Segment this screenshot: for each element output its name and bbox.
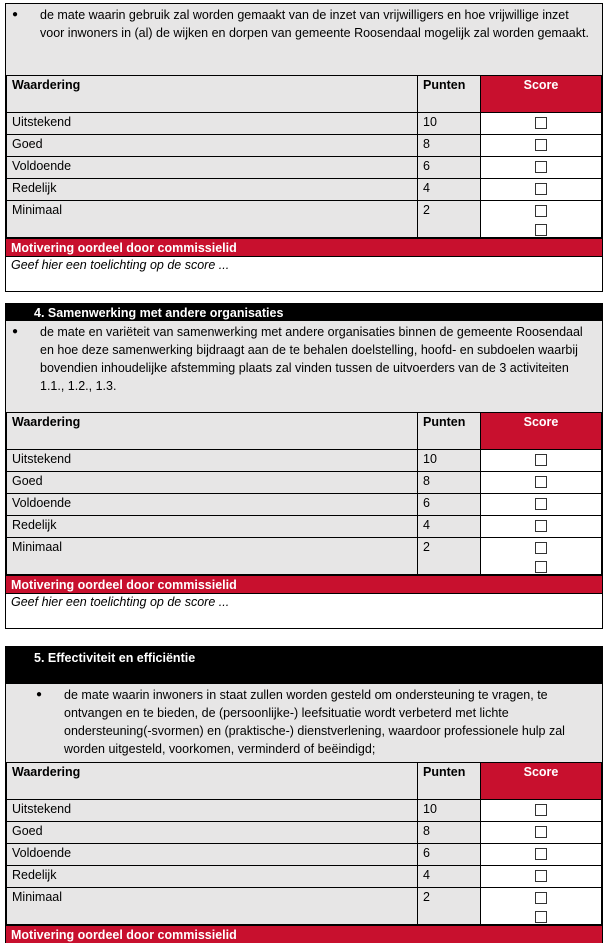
section-title: 4. Samenwerking met andere organisaties	[6, 304, 602, 321]
motivation-label: Motivering oordeel door commissielid	[6, 925, 602, 943]
rating-points: 8	[418, 135, 481, 157]
table-row	[7, 844, 602, 866]
rating-points: 2	[418, 201, 481, 238]
rating-table	[6, 762, 602, 925]
rating-points: 2	[418, 888, 481, 925]
header-rating: Waardering	[7, 763, 418, 800]
criterion-text: de mate waarin inwoners in staat zullen worden gesteld om ondersteuning te vragen, te ontvangen en te bieden, de (persoonlijke-) leefsituatie wordt verbeterd met lichte ondersteuning(-svormen) en (praktische-) dienstverlening, waardoor professionele hulp zal worden uitgesteld, voorkomen, verminderd of beëindigd;	[64, 688, 565, 756]
rating-label: Redelijk	[7, 866, 418, 888]
score-checkbox[interactable]	[535, 804, 547, 816]
table-row	[7, 157, 602, 179]
rating-points: 6	[418, 844, 481, 866]
rating-label: Redelijk	[7, 516, 418, 538]
header-score: Score	[481, 763, 602, 800]
table-row	[7, 201, 602, 238]
header-score: Score	[481, 76, 602, 113]
rating-points: 6	[418, 157, 481, 179]
table-row	[7, 866, 602, 888]
table-header-row	[7, 763, 602, 800]
rating-label: Goed	[7, 472, 418, 494]
bullet-icon: ●	[12, 326, 19, 337]
score-checkbox[interactable]	[535, 161, 547, 173]
header-rating: Waardering	[7, 413, 418, 450]
score-checkbox-extra[interactable]	[535, 561, 547, 573]
rating-table	[6, 75, 602, 238]
score-checkbox[interactable]	[535, 139, 547, 151]
motivation-input[interactable]: Geef hier een toelichting op de score ...	[6, 593, 602, 628]
rating-points: 10	[418, 113, 481, 135]
score-checkbox[interactable]	[535, 892, 547, 904]
score-checkbox[interactable]	[535, 476, 547, 488]
motivation-label: Motivering oordeel door commissielid	[6, 575, 602, 593]
table-row	[7, 888, 602, 925]
section-effectiveness	[5, 646, 603, 943]
rating-label: Minimaal	[7, 538, 418, 575]
score-checkbox[interactable]	[535, 183, 547, 195]
table-row	[7, 179, 602, 201]
rating-label: Uitstekend	[7, 800, 418, 822]
score-checkbox[interactable]	[535, 498, 547, 510]
bullet-icon: ●	[36, 689, 43, 700]
rating-points: 4	[418, 516, 481, 538]
header-points: Punten	[418, 763, 481, 800]
rating-label: Goed	[7, 135, 418, 157]
rating-table	[6, 412, 602, 575]
section-title: 5. Effectiviteit en efficiëntie	[6, 647, 602, 684]
score-checkbox[interactable]	[535, 205, 547, 217]
score-checkbox[interactable]	[535, 520, 547, 532]
rating-label: Voldoende	[7, 844, 418, 866]
header-rating: Waardering	[7, 76, 418, 113]
score-checkbox-extra[interactable]	[535, 224, 547, 236]
criterion-text: de mate en variëteit van samenwerking met andere organisaties binnen de gemeente Roosendaal en hoe deze samenwerking bijdraagt aan de te behalen doelstelling, hoofd- en subdoelen waarbij bovendien inhoudelijke afstemming plaats zal vinden tussen de uitvoerders van de 3 activiteiten 1.1., 1.2., 1.3.	[40, 325, 583, 393]
table-row	[7, 800, 602, 822]
table-row	[7, 450, 602, 472]
table-row	[7, 822, 602, 844]
table-row	[7, 113, 602, 135]
rating-points: 4	[418, 179, 481, 201]
table-row	[7, 494, 602, 516]
table-row	[7, 135, 602, 157]
score-checkbox-extra[interactable]	[535, 911, 547, 923]
rating-label: Voldoende	[7, 494, 418, 516]
bullet-icon: ●	[12, 9, 19, 20]
rating-label: Goed	[7, 822, 418, 844]
motivation-label: Motivering oordeel door commissielid	[6, 238, 602, 256]
rating-points: 10	[418, 800, 481, 822]
score-checkbox[interactable]	[535, 870, 547, 882]
motivation-input[interactable]: Geef hier een toelichting op de score ...	[6, 256, 602, 291]
rating-label: Minimaal	[7, 201, 418, 238]
table-header-row	[7, 413, 602, 450]
rating-points: 6	[418, 494, 481, 516]
criterion-block	[6, 4, 602, 75]
score-checkbox[interactable]	[535, 826, 547, 838]
rating-label: Redelijk	[7, 179, 418, 201]
criterion-text: de mate waarin gebruik zal worden gemaakt van de inzet van vrijwilligers en hoe vrijwillige inzet voor inwoners in (al) de wijken en dorpen van gemeente Roosendaal mogelijk zal worden gemaakt.	[40, 8, 589, 40]
table-row	[7, 472, 602, 494]
header-score: Score	[481, 413, 602, 450]
score-checkbox[interactable]	[535, 848, 547, 860]
table-header-row	[7, 76, 602, 113]
section-collaboration	[5, 303, 603, 629]
table-row	[7, 538, 602, 575]
score-checkbox[interactable]	[535, 117, 547, 129]
rating-points: 2	[418, 538, 481, 575]
rating-points: 4	[418, 866, 481, 888]
criterion-block	[6, 684, 602, 762]
header-points: Punten	[418, 76, 481, 113]
rating-label: Minimaal	[7, 888, 418, 925]
table-row	[7, 516, 602, 538]
rating-label: Uitstekend	[7, 113, 418, 135]
rating-label: Voldoende	[7, 157, 418, 179]
score-checkbox[interactable]	[535, 454, 547, 466]
criterion-block	[6, 321, 602, 412]
section-volunteers	[5, 3, 603, 292]
score-checkbox[interactable]	[535, 542, 547, 554]
rating-points: 8	[418, 472, 481, 494]
rating-label: Uitstekend	[7, 450, 418, 472]
rating-points: 8	[418, 822, 481, 844]
rating-points: 10	[418, 450, 481, 472]
header-points: Punten	[418, 413, 481, 450]
